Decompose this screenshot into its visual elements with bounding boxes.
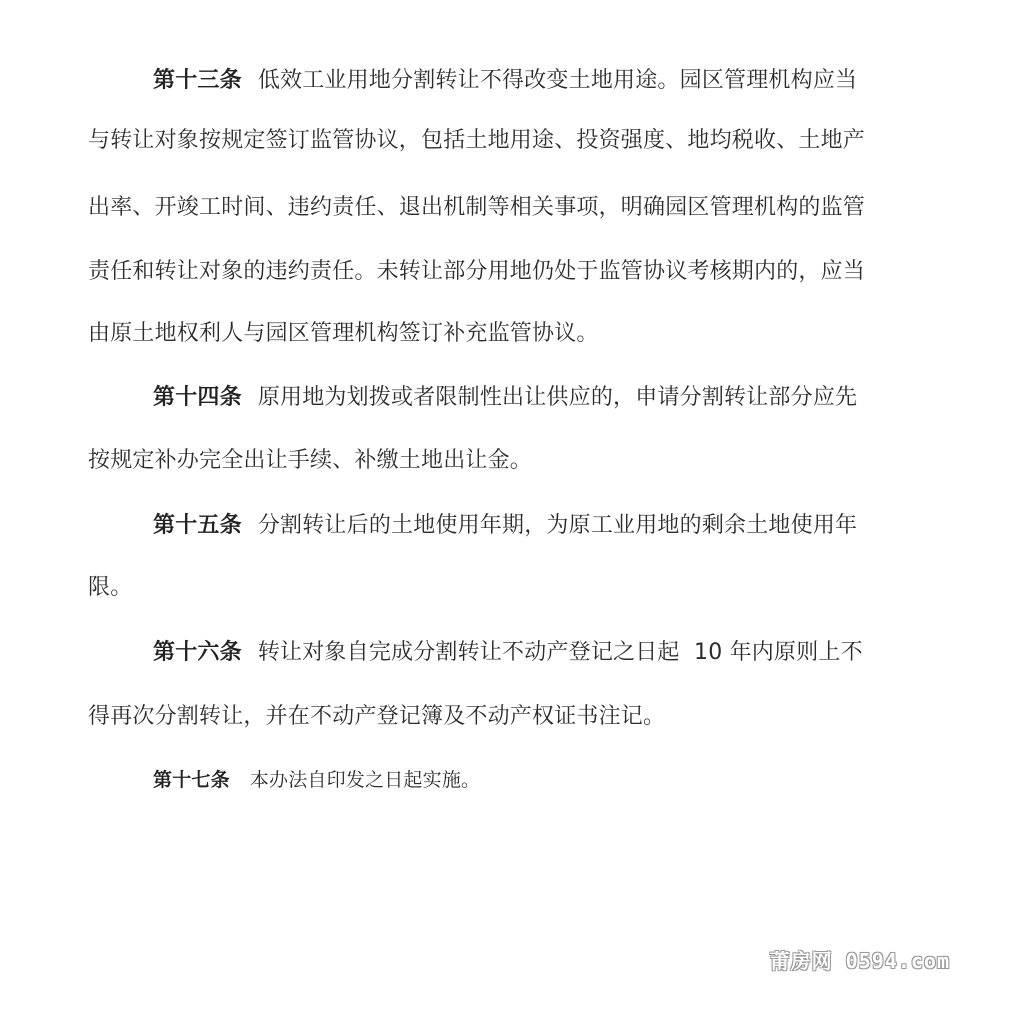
article-13-text-5: 由原土地权利人与园区管理机构签订补充监管协议。	[88, 321, 599, 346]
article-17-line-1	[0, 747, 1024, 813]
article-15-line-2	[0, 555, 1024, 621]
article-13-text-3: 出率、开竣工时间、违约责任、退出机制等相关事项，明确园区管理机构的监管	[88, 195, 866, 220]
article-13-text-2: 与转让对象按规定签订监管协议，包括土地用途、投资强度、地均税收、土地产	[88, 128, 866, 153]
article-17-text-1: 本办法自印发之日起实施。	[249, 769, 481, 791]
article-16-title: 第十六条	[153, 640, 242, 665]
article-15-line-1	[0, 493, 1024, 559]
article-16-line-2	[0, 684, 1024, 750]
article-13-line-3	[0, 175, 1024, 241]
article-13-text-4: 责任和转让对象的违约责任。未转让部分用地仍处于监管协议考核期内的，应当	[88, 259, 866, 284]
site-watermark: 莆房网 0594.com	[769, 949, 950, 973]
article-13-text-1: 低效工业用地分割转让不得改变土地用途。园区管理机构应当	[257, 68, 858, 93]
article-14-text-2: 按规定补办完全出让手续、补缴土地出让金。	[88, 448, 533, 473]
article-13-title: 第十三条	[153, 68, 242, 93]
article-13-line-1	[0, 48, 1024, 114]
article-14-text-1: 原用地为划拨或者限制性出让供应的，申请分割转让部分应先	[257, 385, 858, 410]
article-13-line-2	[0, 108, 1024, 174]
article-17-title: 第十七条	[153, 769, 230, 791]
article-13-line-5	[0, 301, 1024, 367]
article-15-text-2: 限。	[88, 575, 133, 600]
article-15-title: 第十五条	[153, 513, 242, 538]
article-16-text-2: 得再次分割转让，并在不动产登记簿及不动产权证书注记。	[88, 704, 666, 729]
article-16-line-1	[0, 620, 1024, 686]
article-15-text-1: 分割转让后的土地使用年期，为原工业用地的剩余土地使用年	[257, 513, 858, 538]
article-14-line-1	[0, 365, 1024, 431]
article-14-line-2	[0, 428, 1024, 494]
article-16-text-1: 转让对象自完成分割转让不动产登记之日起 10 年内原则上不	[257, 640, 863, 665]
article-14-title: 第十四条	[153, 385, 242, 410]
article-13-line-4	[0, 239, 1024, 305]
